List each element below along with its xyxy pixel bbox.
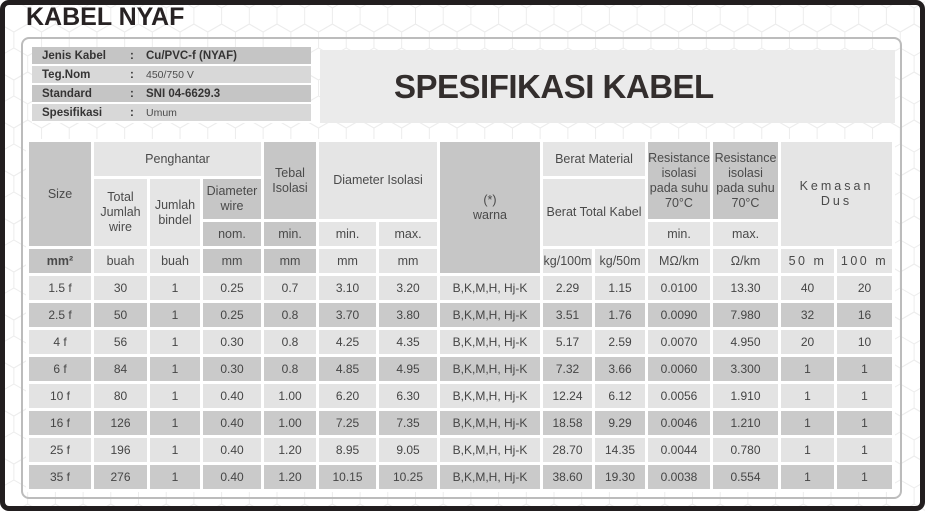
table-cell: 0.0090 xyxy=(648,303,710,327)
table-cell: 196 xyxy=(94,438,147,462)
table-cell: 7.35 xyxy=(379,411,437,435)
table-cell: 7.980 xyxy=(713,303,778,327)
table-cell: 4.25 xyxy=(319,330,376,354)
header-diameter-wire: Diameter wire xyxy=(203,179,261,219)
table-cell: 0.0044 xyxy=(648,438,710,462)
table-row xyxy=(29,357,892,381)
table-row xyxy=(29,384,892,408)
kemasan-line2: Dus xyxy=(820,194,853,208)
table-cell: B,K,M,H, Hj-K xyxy=(440,357,540,381)
unit-mm2: mm² xyxy=(29,249,91,273)
info-row-standard xyxy=(32,85,311,102)
table-cell: 1.20 xyxy=(264,465,316,489)
table-cell: 0.40 xyxy=(203,465,261,489)
table-body xyxy=(29,276,892,489)
table-cell: 56 xyxy=(94,330,147,354)
table-cell: 0.8 xyxy=(264,330,316,354)
table-cell: 1 xyxy=(150,303,200,327)
info-label: Teg.Nom xyxy=(42,68,91,81)
header-res-min: min. xyxy=(648,222,710,246)
table-cell: 1.210 xyxy=(713,411,778,435)
table-cell: B,K,M,H, Hj-K xyxy=(440,438,540,462)
table-cell: 9.05 xyxy=(379,438,437,462)
table-cell: 3.80 xyxy=(379,303,437,327)
header-tebal-min: min. xyxy=(264,222,316,246)
table-cell: 50 xyxy=(94,303,147,327)
header-res-max: max. xyxy=(713,222,778,246)
info-separator: : xyxy=(130,87,134,100)
table-cell: 28.70 xyxy=(543,438,592,462)
table-cell: 9.29 xyxy=(595,411,645,435)
table-cell: 12.24 xyxy=(543,384,592,408)
table-cell: 1 xyxy=(781,438,834,462)
info-value: 450/750 V xyxy=(146,68,194,81)
table-cell: 80 xyxy=(94,384,147,408)
table-cell: 1 xyxy=(150,330,200,354)
table-cell: 2.59 xyxy=(595,330,645,354)
table-cell: 0.554 xyxy=(713,465,778,489)
table-cell: 40 xyxy=(781,276,834,300)
table-cell: 13.30 xyxy=(713,276,778,300)
table-cell: 3.10 xyxy=(319,276,376,300)
table-cell: 7.32 xyxy=(543,357,592,381)
header-diameter-isolasi: Diameter Isolasi xyxy=(319,142,437,219)
specification-table xyxy=(26,139,895,492)
spec-title: SPESIFIKASI KABEL xyxy=(394,67,714,105)
page-title: KABEL NYAF xyxy=(26,3,185,31)
table-cell: 0.30 xyxy=(203,330,261,354)
table-cell: 126 xyxy=(94,411,147,435)
table-cell: 10 f xyxy=(29,384,91,408)
cable-info-box xyxy=(32,47,311,123)
table-cell: B,K,M,H, Hj-K xyxy=(440,465,540,489)
table-cell: 4 f xyxy=(29,330,91,354)
table-cell: 25 f xyxy=(29,438,91,462)
header-berat-total-kabel: Berat Total Kabel xyxy=(543,179,645,246)
info-label: Standard xyxy=(42,87,92,100)
table-row xyxy=(29,411,892,435)
unit-buah: buah xyxy=(150,249,200,273)
table-cell: 1 xyxy=(781,357,834,381)
table-cell: 2.5 f xyxy=(29,303,91,327)
table-cell: 1 xyxy=(150,438,200,462)
unit-100m: 100 m xyxy=(837,249,892,273)
table-cell: 10 xyxy=(837,330,892,354)
table-cell: B,K,M,H, Hj-K xyxy=(440,411,540,435)
unit-kg-100m: kg/100m xyxy=(543,249,592,273)
table-cell: 1.5 f xyxy=(29,276,91,300)
table-cell: 4.950 xyxy=(713,330,778,354)
header-tebal-isolasi: Tebal Isolasi xyxy=(264,142,316,219)
table-cell: 2.29 xyxy=(543,276,592,300)
info-value: SNI 04-6629.3 xyxy=(146,87,221,100)
table-cell: 0.40 xyxy=(203,411,261,435)
table-cell: 8.95 xyxy=(319,438,376,462)
table-cell: 1 xyxy=(150,384,200,408)
info-separator: : xyxy=(130,49,134,62)
info-value: Umum xyxy=(146,106,177,119)
kemasan-line1: Kemasan xyxy=(799,179,874,193)
table-cell: 1 xyxy=(150,357,200,381)
table-cell: 1 xyxy=(837,357,892,381)
table-cell: 1 xyxy=(837,465,892,489)
table-cell: 0.30 xyxy=(203,357,261,381)
table-cell: 0.8 xyxy=(264,303,316,327)
table-cell: 0.780 xyxy=(713,438,778,462)
table-cell: 1.00 xyxy=(264,384,316,408)
unit-buah: buah xyxy=(94,249,147,273)
table-cell: 1.910 xyxy=(713,384,778,408)
table-cell: 1 xyxy=(837,411,892,435)
table-cell: 0.25 xyxy=(203,303,261,327)
table-cell: 0.0056 xyxy=(648,384,710,408)
header-penghantar: Penghantar xyxy=(94,142,261,176)
header-diam-max: max. xyxy=(379,222,437,246)
table-cell: 0.0060 xyxy=(648,357,710,381)
table-cell: 4.85 xyxy=(319,357,376,381)
table-cell: 1.76 xyxy=(595,303,645,327)
warna-mark: (*) xyxy=(483,192,497,207)
unit-kg-50m: kg/50m xyxy=(595,249,645,273)
table-cell: 5.17 xyxy=(543,330,592,354)
info-row-jenis-kabel xyxy=(32,47,311,64)
header-size: Size xyxy=(29,142,91,246)
header-total-jumlah-wire: Total Jumlah wire xyxy=(94,179,147,246)
table-cell: 38.60 xyxy=(543,465,592,489)
table-cell: 1 xyxy=(150,411,200,435)
table-cell: 4.35 xyxy=(379,330,437,354)
table-cell: 1 xyxy=(781,411,834,435)
table-cell: 20 xyxy=(837,276,892,300)
header-nom: nom. xyxy=(203,222,261,246)
table-cell: 6.30 xyxy=(379,384,437,408)
table-cell: 4.95 xyxy=(379,357,437,381)
spec-title-box xyxy=(320,50,895,123)
table-cell: 0.0046 xyxy=(648,411,710,435)
table-cell: B,K,M,H, Hj-K xyxy=(440,330,540,354)
table-cell: 3.51 xyxy=(543,303,592,327)
table-row xyxy=(29,438,892,462)
header-resistance-max: Resistance isolasi pada suhu 70°C xyxy=(713,142,778,219)
table-cell: 0.0100 xyxy=(648,276,710,300)
table-cell: 14.35 xyxy=(595,438,645,462)
table-cell: 35 f xyxy=(29,465,91,489)
table-cell: 1.15 xyxy=(595,276,645,300)
table-cell: 3.20 xyxy=(379,276,437,300)
table-cell: 3.66 xyxy=(595,357,645,381)
header-diam-min: min. xyxy=(319,222,376,246)
table-cell: 3.300 xyxy=(713,357,778,381)
info-label: Jenis Kabel xyxy=(42,49,106,62)
header-jumlah-bindel: Jumlah bindel xyxy=(150,179,200,246)
table-cell: 0.25 xyxy=(203,276,261,300)
table-cell: 16 f xyxy=(29,411,91,435)
table-cell: B,K,M,H, Hj-K xyxy=(440,276,540,300)
unit-mm: mm xyxy=(379,249,437,273)
unit-mm: mm xyxy=(319,249,376,273)
table-cell: 1 xyxy=(837,438,892,462)
table-cell: 0.8 xyxy=(264,357,316,381)
table-cell: 0.40 xyxy=(203,384,261,408)
table-cell: 6.12 xyxy=(595,384,645,408)
unit-ohm-km: Ω/km xyxy=(713,249,778,273)
unit-mohm-km: MΩ/km xyxy=(648,249,710,273)
info-row-teg-nom xyxy=(32,66,311,83)
header-kemasan-dus xyxy=(781,142,892,246)
table-cell: 18.58 xyxy=(543,411,592,435)
table-cell: 6 f xyxy=(29,357,91,381)
table-cell: 20 xyxy=(781,330,834,354)
table-cell: 30 xyxy=(94,276,147,300)
unit-50m: 50 m xyxy=(781,249,834,273)
unit-mm: mm xyxy=(203,249,261,273)
unit-mm: mm xyxy=(264,249,316,273)
header-berat-material: Berat Material xyxy=(543,142,645,176)
table-cell: 1 xyxy=(781,465,834,489)
table-cell: 19.30 xyxy=(595,465,645,489)
table-row xyxy=(29,276,892,300)
table-row xyxy=(29,303,892,327)
table-cell: B,K,M,H, Hj-K xyxy=(440,303,540,327)
info-label: Spesifikasi xyxy=(42,106,103,119)
table-cell: 84 xyxy=(94,357,147,381)
table-cell: 10.15 xyxy=(319,465,376,489)
table-cell: 32 xyxy=(781,303,834,327)
table-cell: 1.00 xyxy=(264,411,316,435)
table-cell: 1 xyxy=(781,384,834,408)
table-cell: 0.0038 xyxy=(648,465,710,489)
table-cell: 16 xyxy=(837,303,892,327)
table-cell: 6.20 xyxy=(319,384,376,408)
info-row-spesifikasi xyxy=(32,104,311,121)
table-cell: 1 xyxy=(837,384,892,408)
table-row xyxy=(29,330,892,354)
info-separator: : xyxy=(130,68,134,81)
table-cell: 1 xyxy=(150,465,200,489)
table-cell: 0.7 xyxy=(264,276,316,300)
warna-label: warna xyxy=(472,207,508,222)
table-cell: 276 xyxy=(94,465,147,489)
info-separator: : xyxy=(130,106,134,119)
table-cell: 0.40 xyxy=(203,438,261,462)
table-cell: 1.20 xyxy=(264,438,316,462)
table-cell: 10.25 xyxy=(379,465,437,489)
table-cell: 0.0070 xyxy=(648,330,710,354)
header-resistance-min: Resistance isolasi pada suhu 70°C xyxy=(648,142,710,219)
table-cell: B,K,M,H, Hj-K xyxy=(440,384,540,408)
table-cell: 3.70 xyxy=(319,303,376,327)
table-cell: 7.25 xyxy=(319,411,376,435)
table-row xyxy=(29,465,892,489)
header-warna xyxy=(440,142,540,273)
info-value: Cu/PVC-f (NYAF) xyxy=(146,49,237,62)
table-cell: 1 xyxy=(150,276,200,300)
